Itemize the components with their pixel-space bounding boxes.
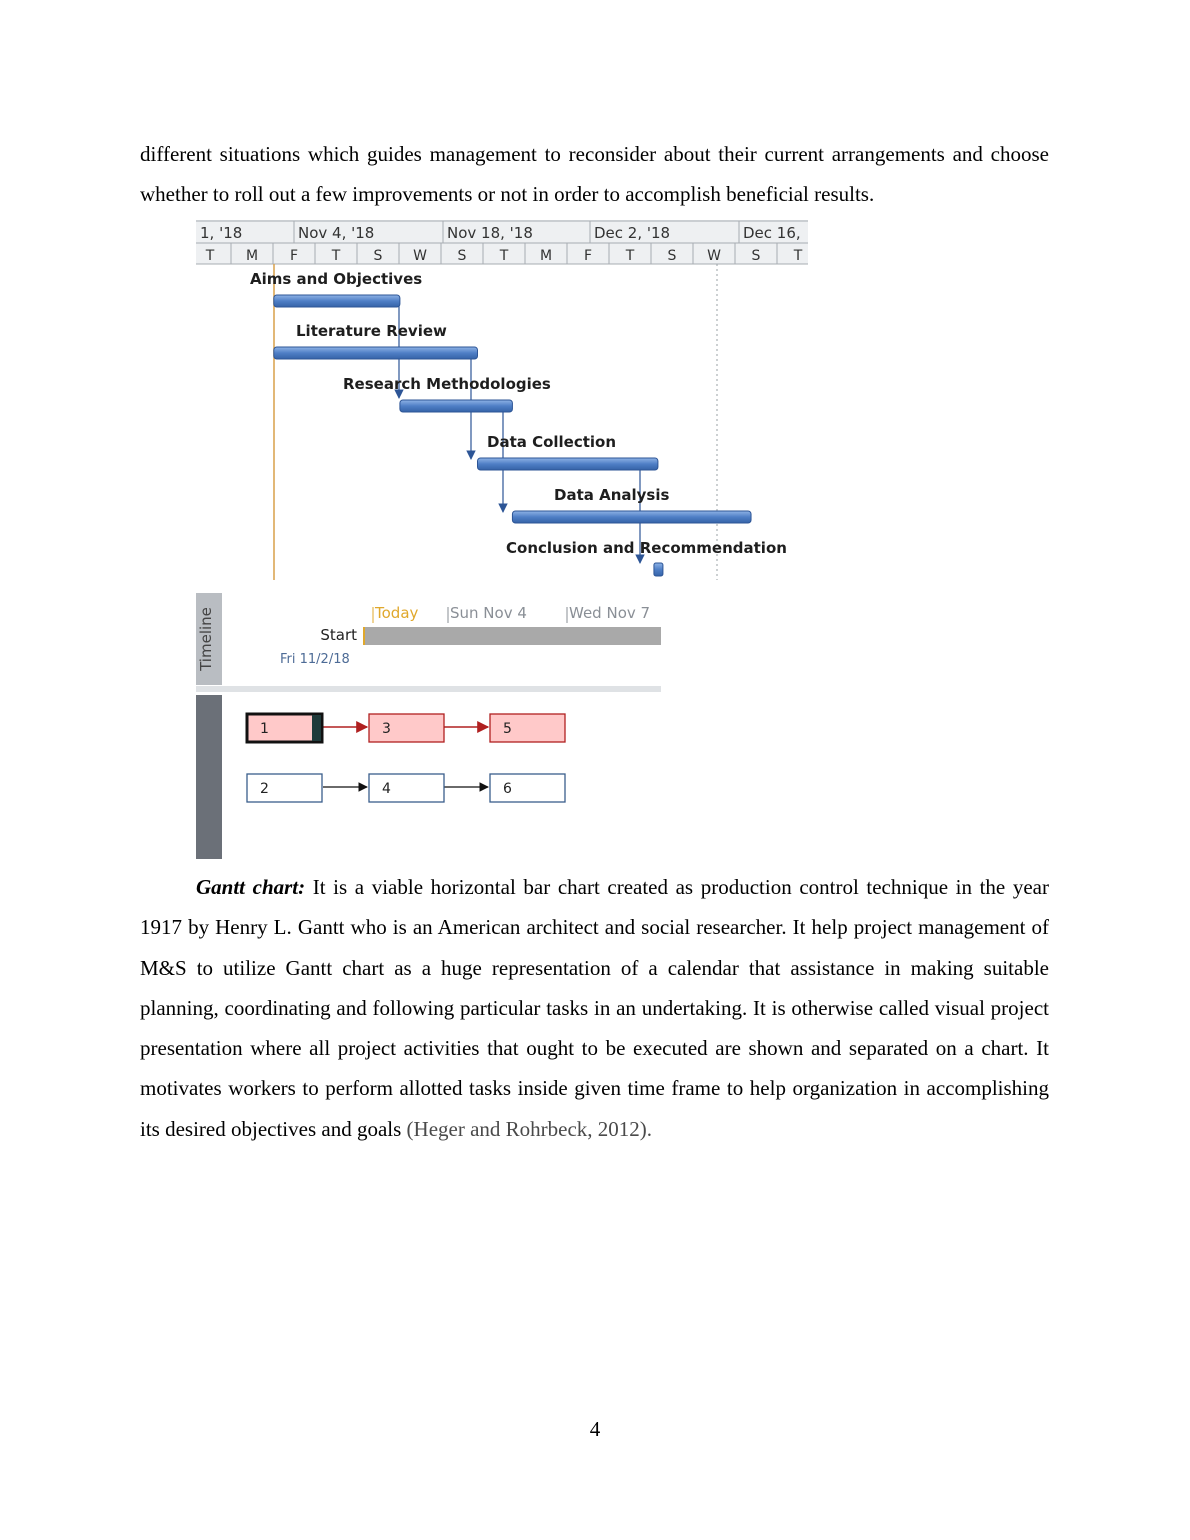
- timeline-tick-2: Wed Nov 7: [569, 604, 651, 622]
- day-label: M: [539, 248, 553, 264]
- task-bar: [400, 400, 513, 412]
- timeline-side-label: Timeline: [197, 607, 215, 671]
- week-label: 1, '18: [200, 224, 243, 242]
- day-label: S: [457, 248, 467, 264]
- timeline-panel: [196, 593, 661, 692]
- task-bar: [274, 295, 400, 307]
- body-paragraph-1: different situations which guides management to reconsider about their current arrangements and choose whether to roll out a few improvements or not in order to accomplish beneficial results.: [140, 142, 1049, 207]
- week-label: Nov 4, '18: [298, 224, 375, 242]
- task-bar: [274, 347, 478, 359]
- network-node: [490, 714, 565, 742]
- timeline-start-label: Start: [320, 626, 357, 644]
- day-label: F: [289, 248, 299, 264]
- day-label: S: [667, 248, 677, 264]
- body-paragraph-2: [140, 867, 1049, 1149]
- page-number: 4: [589, 1417, 601, 1441]
- network-node: [247, 714, 322, 742]
- network-node-id: 2: [260, 781, 269, 797]
- citation: (Heger and Rohrbeck, 2012).: [406, 1116, 653, 1141]
- timeline-tick-1: Sun Nov 4: [450, 604, 527, 622]
- task-label: Data Analysis: [554, 486, 670, 504]
- network-node-id: 5: [503, 721, 512, 737]
- selected-node-handle: [312, 715, 321, 741]
- project-schedule-figure: [196, 220, 808, 860]
- network-node-id: 3: [382, 721, 391, 737]
- task-label: Conclusion and Recommendation: [506, 539, 787, 557]
- day-label: M: [245, 248, 259, 264]
- task-label: Research Methodologies: [343, 375, 551, 393]
- task-label: Data Collection: [487, 433, 617, 451]
- day-label: T: [793, 248, 803, 264]
- timeline-today-label: Today: [375, 604, 419, 622]
- week-label: Dec 2, '18: [594, 224, 671, 242]
- gantt-chart-term: Gantt chart:: [196, 875, 306, 899]
- task-milestone: [654, 563, 663, 576]
- task-bar: [478, 458, 658, 470]
- gantt-header: [196, 220, 808, 264]
- day-label: W: [413, 248, 427, 264]
- timeline-divider: [196, 686, 661, 692]
- timeline-start-date: Fri 11/2/18: [280, 652, 350, 667]
- day-label: S: [373, 248, 383, 264]
- task-label: Aims and Objectives: [250, 270, 423, 288]
- dependency-links: [391, 301, 640, 563]
- day-label: F: [583, 248, 593, 264]
- day-label: T: [625, 248, 635, 264]
- day-label: T: [499, 248, 509, 264]
- network-node: [247, 774, 322, 802]
- task-bar: [512, 511, 751, 523]
- gantt-chart-description: It is a viable horizontal bar chart created as production control technique in the year 1917 by Henry L. Gantt who is an American architect and social researcher. It help project management of M&S to utilize Gantt chart as a huge representation of a calendar that assistance in making suitable planning, coordinating and following particular tasks in an undertaking. It is otherwise called visual project presentation where all project activities that ought to be executed are shown and separated on a chart. It motivates workers to perform allotted tasks inside given time frame to help organization in accomplishing its desired objectives and goals: [140, 875, 1049, 1141]
- day-label: S: [751, 248, 761, 264]
- day-label: T: [205, 248, 215, 264]
- network-node-id: 1: [260, 721, 269, 737]
- gantt-body: [250, 264, 787, 580]
- network-node-id: 6: [503, 781, 512, 797]
- timeline-bar: [364, 627, 661, 645]
- week-label: Dec 16,: [743, 224, 801, 242]
- network-diagram: [196, 695, 565, 859]
- week-label: Nov 18, '18: [447, 224, 533, 242]
- task-label: Literature Review: [296, 322, 447, 340]
- network-node: [490, 774, 565, 802]
- network-node: [369, 774, 444, 802]
- network-node: [369, 714, 444, 742]
- network-side-tab: [196, 695, 222, 859]
- day-label: T: [331, 248, 341, 264]
- day-label: W: [707, 248, 721, 264]
- network-node-id: 4: [382, 781, 391, 797]
